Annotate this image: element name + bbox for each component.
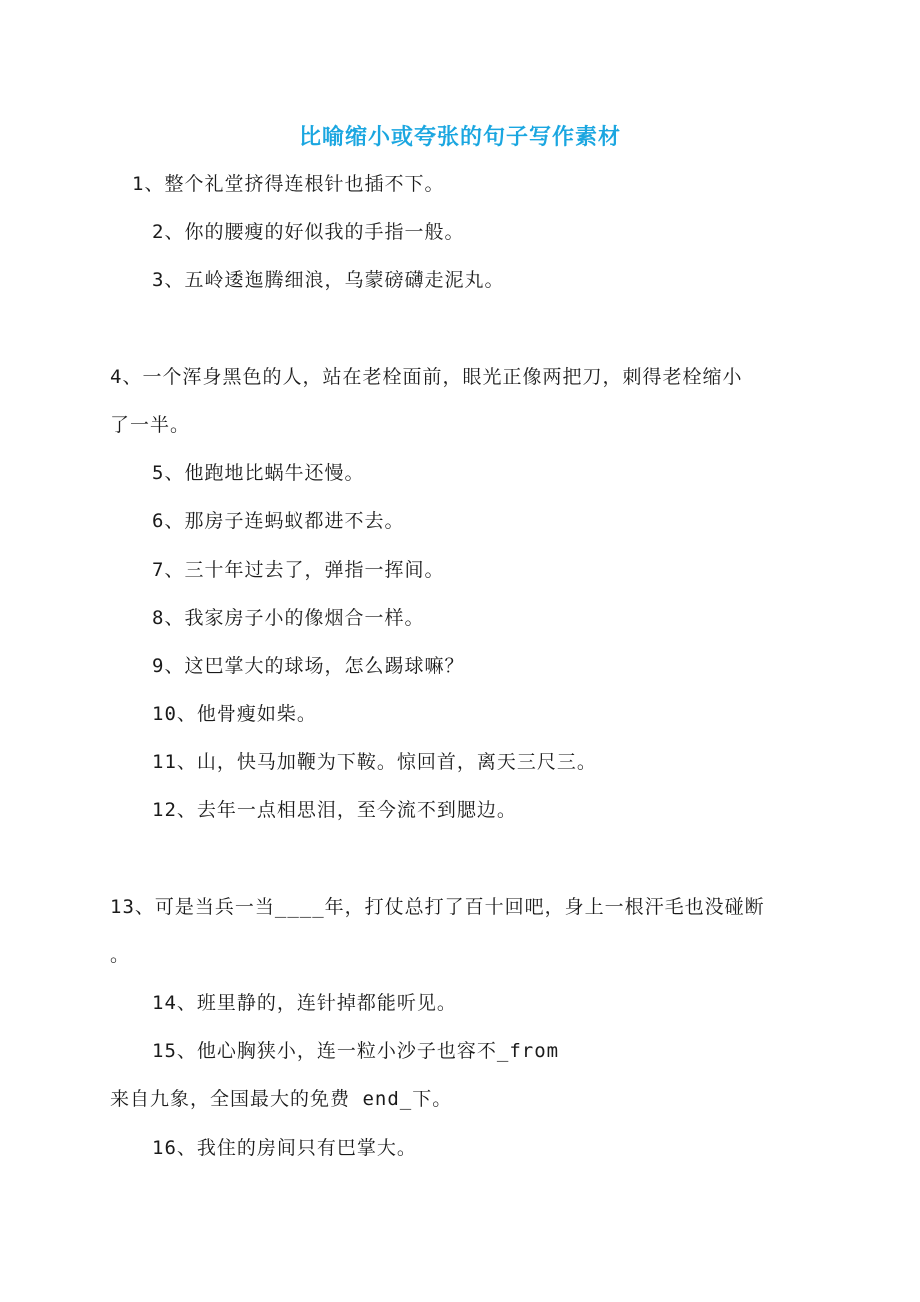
sentence-1: 1、整个礼堂挤得连根针也插不下。: [132, 173, 445, 195]
sentence-4: 4、一个浑身黑色的人，站在老栓面前，眼光正像两把刀，刺得老栓缩小: [110, 366, 743, 388]
sentence-3: 3、五岭逶迤腾细浪，乌蒙磅礴走泥丸。: [152, 269, 505, 291]
sentence-11: 11、山，快马加鞭为下鞍。惊回首，离天三尺三。: [152, 751, 597, 773]
sentence-9: 9、这巴掌大的球场，怎么踢球嘛？: [152, 655, 465, 677]
sentence-15-continuation: 来自九象，全国最大的免费 end_下。: [110, 1088, 453, 1110]
sentence-4-continuation: 了一半。: [110, 414, 191, 436]
sentence-7: 7、三十年过去了，弹指一挥间。: [152, 559, 445, 581]
sentence-14: 14、班里静的，连针掉都能听见。: [152, 992, 457, 1014]
sentence-13: 13、可是当兵一当____年，打仗总打了百十回吧，身上一根汗毛也没碰断: [110, 896, 765, 918]
sentence-13-continuation: 。: [110, 944, 131, 966]
sentence-12: 12、去年一点相思泪，至今流不到腮边。: [152, 799, 517, 821]
sentence-16: 16、我住的房间只有巴掌大。: [152, 1137, 417, 1159]
sentence-8: 8、我家房子小的像烟合一样。: [152, 607, 425, 629]
sentence-2: 2、你的腰瘦的好似我的手指一般。: [152, 221, 465, 243]
sentence-10: 10、他骨瘦如柴。: [152, 703, 317, 725]
sentence-5: 5、他跑地比蜗牛还慢。: [152, 462, 365, 484]
document-title: 比喻缩小或夸张的句子写作素材: [298, 125, 621, 150]
sentence-15: 15、他心胸狭小，连一粒小沙子也容不_from: [152, 1040, 560, 1062]
sentence-6: 6、那房子连蚂蚁都进不去。: [152, 510, 405, 532]
